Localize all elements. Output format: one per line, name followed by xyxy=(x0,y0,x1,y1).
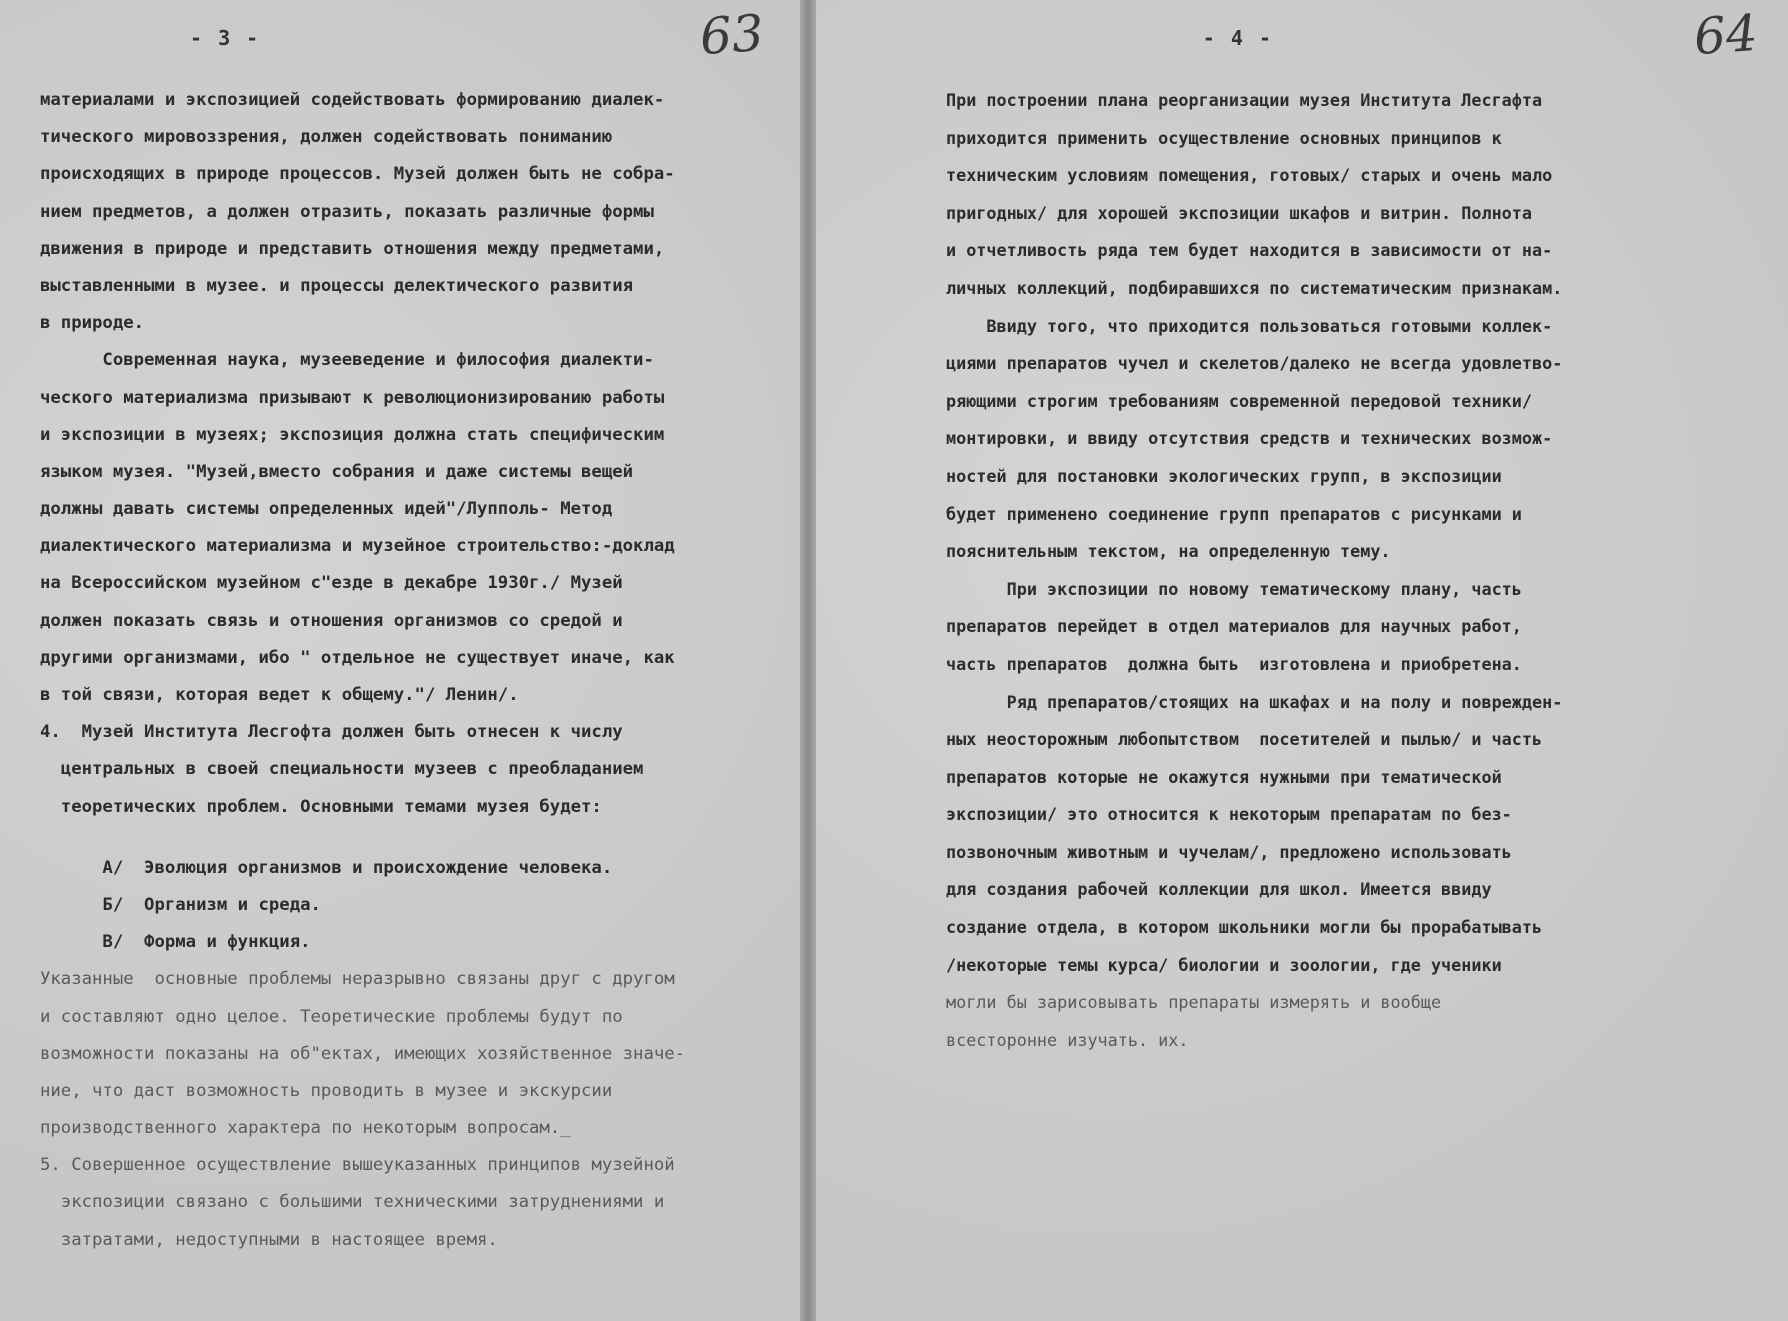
text-line: приходится применить осуществление основных принципов к xyxy=(946,127,1502,148)
left-page-number: - 3 - xyxy=(190,26,261,50)
text-line: 5. Совершенное осуществление вышеуказанных принципов музейной xyxy=(40,1155,675,1176)
right-page xyxy=(816,0,1788,1321)
text-line: Б/ Организм и среда. xyxy=(40,894,321,915)
text-line: для создания рабочей коллекции для школ. Имеется ввиду xyxy=(946,879,1492,900)
text-line: возможности показаны на об"ектах, имеющих хозяйственное значе- xyxy=(40,1043,686,1064)
text-line: должны давать системы определенных идей"/Лупполь- Метод xyxy=(40,499,613,520)
text-line: диалектического материализма и музейное строительство:-доклад xyxy=(40,536,675,557)
text-line: тического мировоззрения, должен содействовать пониманию xyxy=(40,127,613,148)
text-line: нием предметов, а должен отразить, показать различные формы xyxy=(40,201,654,222)
text-line: личных коллекций, подбиравшихся по систематическим признакам. xyxy=(946,277,1563,298)
text-line: в природе. xyxy=(40,313,145,334)
text-line: Ряд препаратов/стоящих на шкафах и на полу и поврежден- xyxy=(946,691,1563,712)
text-line: циями препаратов чучел и скелетов/далеко не всегда удовлетво- xyxy=(946,353,1563,374)
text-line: на Всероссийском музейном с"езде в декабре 1930г./ Музей xyxy=(40,573,623,594)
text-line: пригодных/ для хорошей экспозиции шкафов и витрин. Полнота xyxy=(946,202,1532,223)
left-page xyxy=(0,0,800,1321)
text-line: должен показать связь и отношения организмов со средой и xyxy=(40,610,623,631)
text-line: другими организмами, ибо " отдельное не существует иначе, как xyxy=(40,647,675,668)
text-line: ряющими строгим требованиям современной передовой техники/ xyxy=(946,390,1532,411)
page-gutter xyxy=(800,0,816,1321)
right-page-number: - 4 - xyxy=(1202,26,1273,50)
text-line: экспозиции связано с большими техническими затруднениями и xyxy=(40,1192,665,1213)
text-line xyxy=(40,826,782,850)
text-line: языком музея. "Музей,вместо собрания и даже системы вещей xyxy=(40,461,634,482)
right-folio-number: 64 xyxy=(1692,3,1760,67)
text-line: 4. Музей Института Лесгофта должен быть отнесен к числу xyxy=(40,722,623,743)
text-line: и экспозиции в музеях; экспозиция должна стать специфическим xyxy=(40,424,665,445)
text-line: В/ Форма и функция. xyxy=(40,932,311,953)
text-line: экспозиции/ это относится к некоторым препаратам по без- xyxy=(946,804,1512,825)
text-line: движения в природе и представить отношения между предметами, xyxy=(40,238,665,259)
left-folio-number: 63 xyxy=(698,3,766,67)
text-line: Указанные основные проблемы неразрывно связаны друг с другом xyxy=(40,969,675,990)
text-line: При экспозиции по новому тематическому плану, часть xyxy=(946,578,1522,599)
text-line: в той связи, которая ведет к общему."/ Ленин/. xyxy=(40,685,519,705)
text-line: всесторонне изучать. их. xyxy=(946,1029,1189,1050)
text-line: и отчетливость ряда тем будет находится в зависимости от на- xyxy=(946,240,1553,261)
text-line: могли бы зарисовывать препараты измерять и вообще xyxy=(946,992,1442,1013)
text-line: А/ Эволюция организмов и происхождение человека. xyxy=(40,857,613,878)
text-line: Современная наука, музееведение и философия диалекти- xyxy=(40,350,654,371)
text-line: пояснительным текстом, на определенную тему. xyxy=(946,541,1391,562)
text-line: ческого материализма призывают к революционизированию работы xyxy=(40,387,665,408)
right-page-text xyxy=(946,82,1768,1059)
text-line: препаратов которые не окажутся нужными при тематической xyxy=(946,766,1502,787)
text-line: часть препаратов должна быть изготовлена и приобретена. xyxy=(946,653,1522,674)
text-line: Ввиду того, что приходится пользоваться готовыми коллек- xyxy=(946,315,1553,336)
text-line: препаратов перейдет в отдел материалов для научных работ, xyxy=(946,616,1522,637)
text-line: центральных в своей специальности музеев с преобладанием xyxy=(40,759,644,780)
text-line: и составляют одно целое. Теоретические проблемы будут по xyxy=(40,1006,623,1027)
text-line: теоретических проблем. Основными темами музея будет: xyxy=(40,796,602,817)
text-line: производственного характера по некоторым вопросам._ xyxy=(40,1118,571,1139)
left-page-text xyxy=(40,82,782,1259)
text-line: ностей для постановки экологических групп, в экспозиции xyxy=(946,465,1502,486)
text-line: происходящих в природе процессов. Музей должен быть не собра- xyxy=(40,164,675,185)
text-line: При построении плана реорганизации музея Института Лесгафта xyxy=(946,90,1543,110)
text-line: материалами и экспозицией содействовать формированию диалек- xyxy=(40,90,665,110)
text-line: выставленными в музее. и процессы делектического развития xyxy=(40,275,634,296)
text-line: затратами, недоступными в настоящее время. xyxy=(40,1229,498,1250)
text-line: монтировки, и ввиду отсутствия средств и технических возмож- xyxy=(946,428,1553,449)
text-line: позвоночным животным и чучелам/, предложено использовать xyxy=(946,841,1512,862)
text-line: будет применено соединение групп препаратов с рисунками и xyxy=(946,503,1522,524)
text-line: создание отдела, в котором школьники могли бы прорабатывать xyxy=(946,917,1543,938)
text-line: /некоторые темы курса/ биологии и зоологии, где ученики xyxy=(946,954,1502,975)
text-line: ние, что даст возможность проводить в музее и экскурсии xyxy=(40,1080,613,1101)
text-line: ных неосторожным любопытством посетителей и пылью/ и часть xyxy=(946,729,1543,750)
text-line: техническим условиям помещения, готовых/ старых и очень мало xyxy=(946,165,1553,186)
